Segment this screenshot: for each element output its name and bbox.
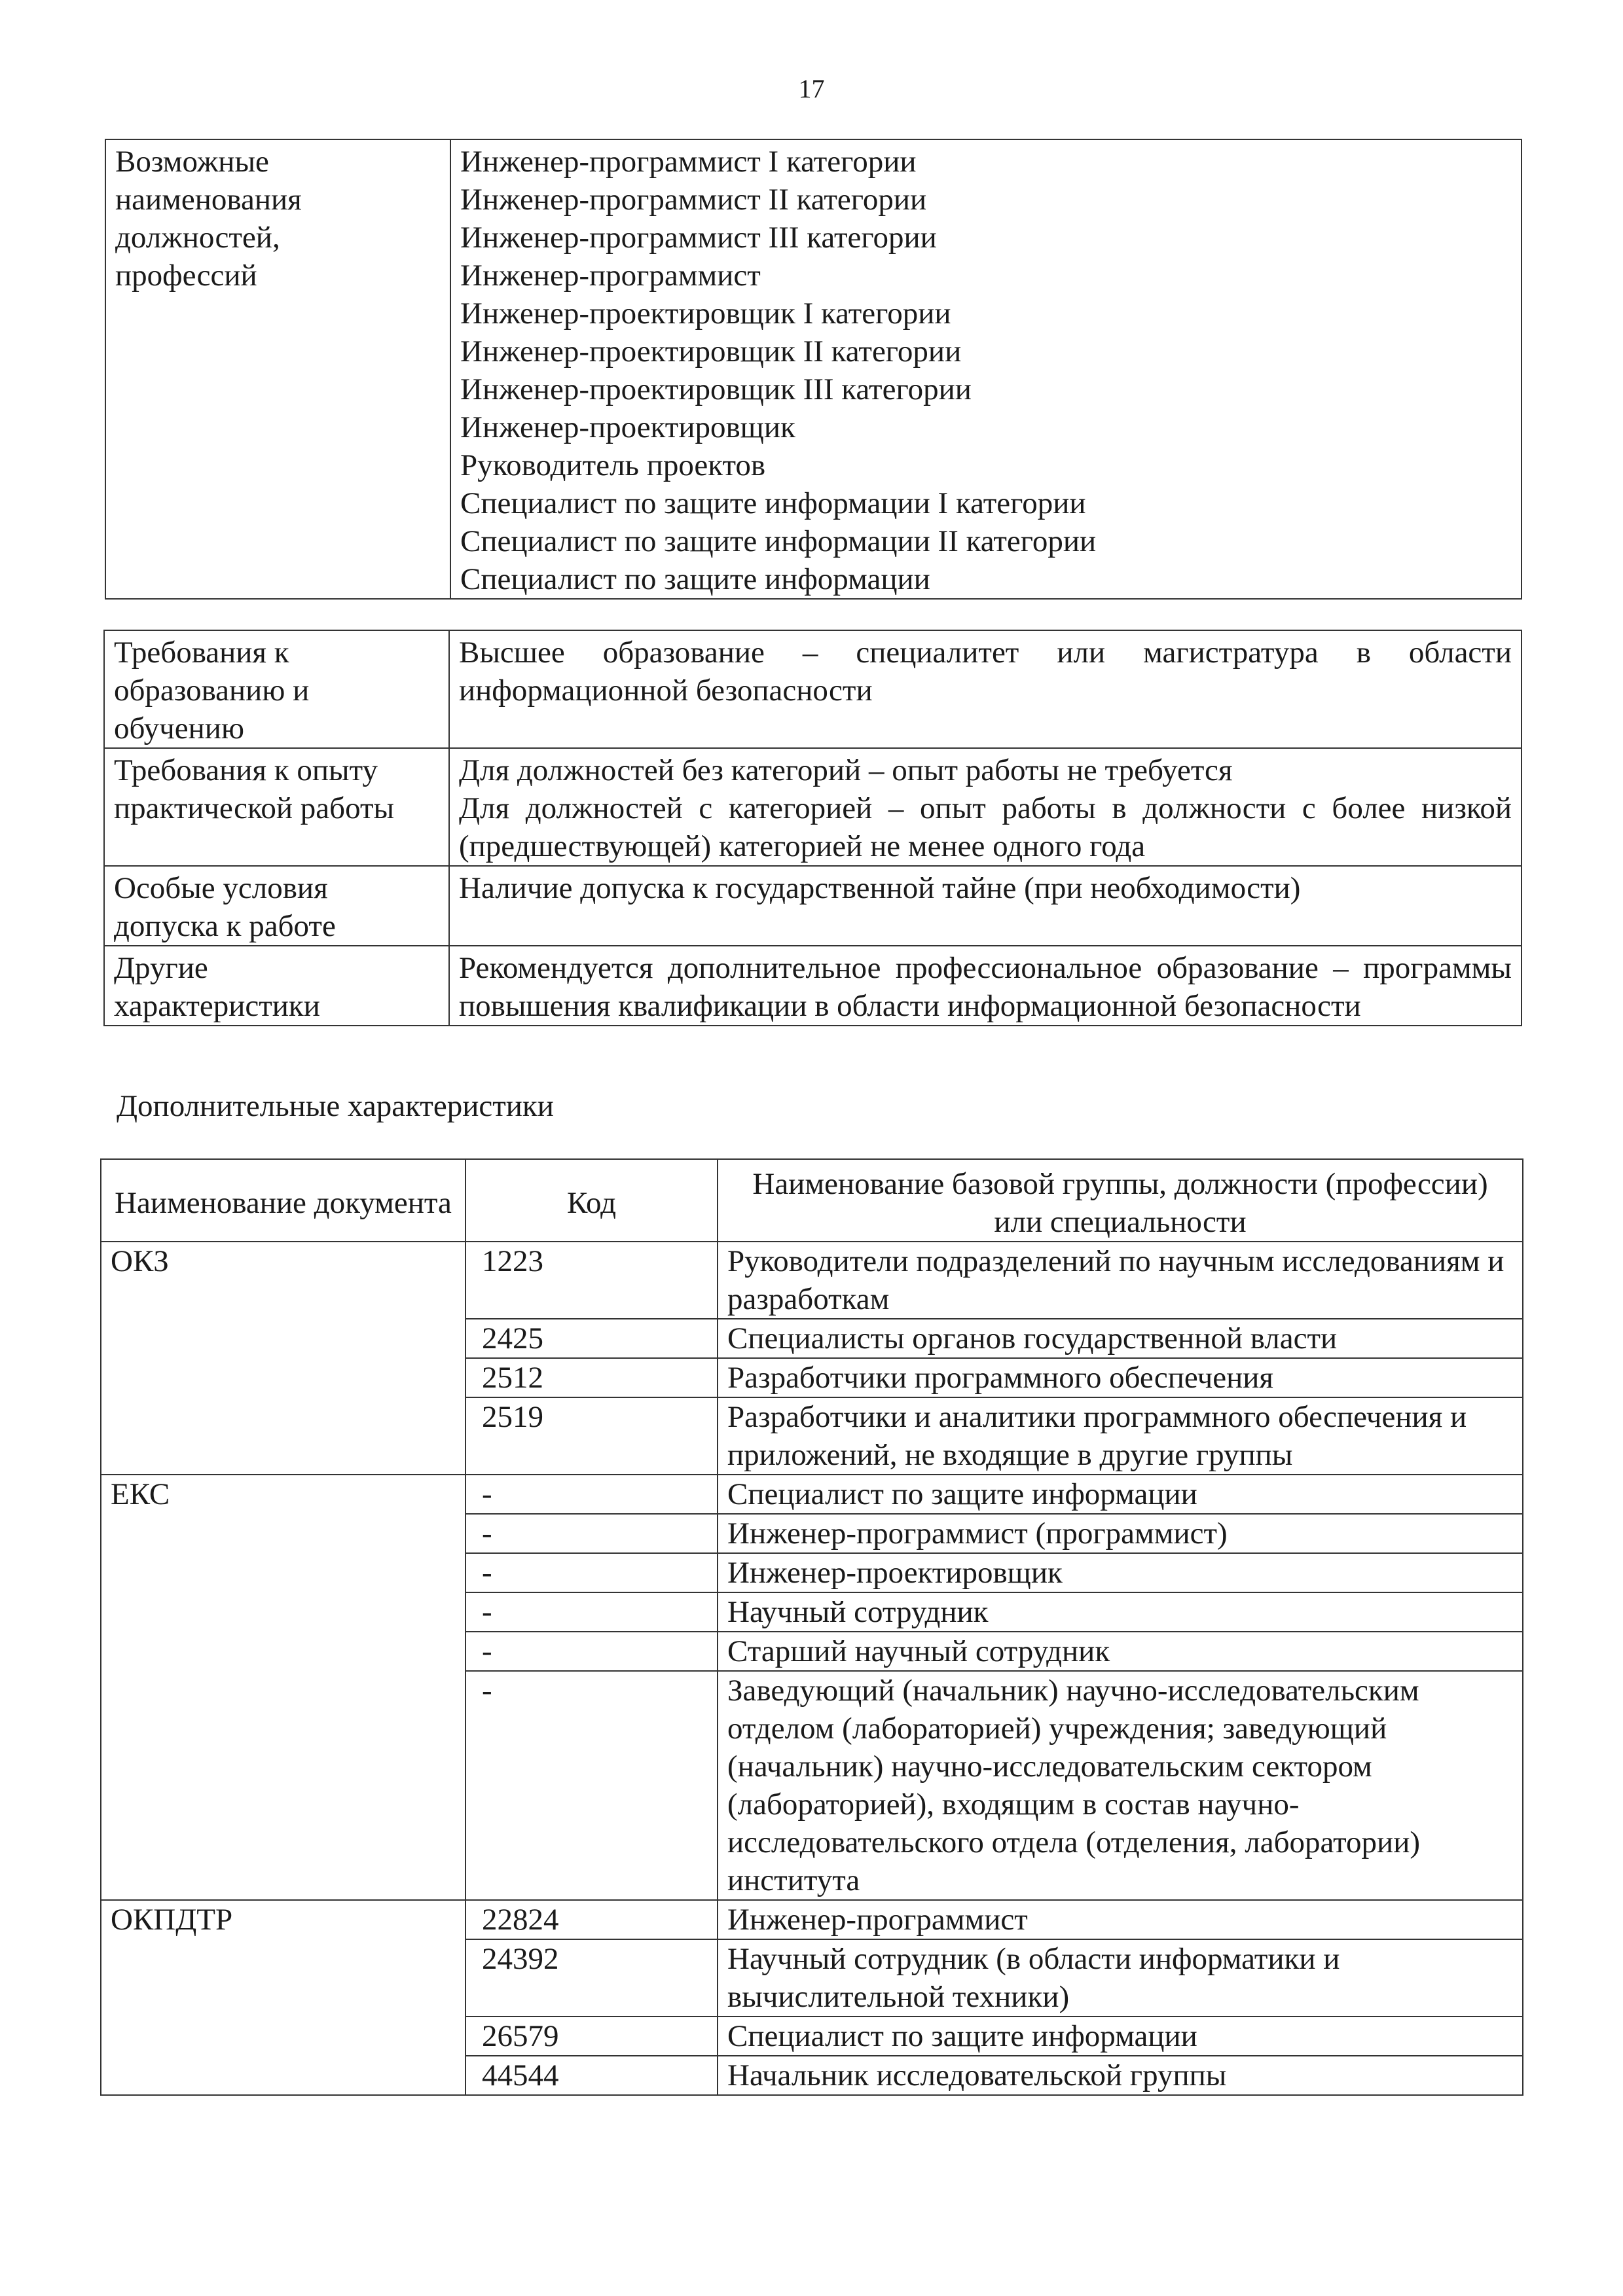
label-line: допуска к работе xyxy=(114,909,336,943)
code-cell: - xyxy=(465,1475,718,1514)
requirement-text: Рекомендуется дополнительное профессиональное образование – программы повышения квалификации в области информационной безопасности xyxy=(459,951,1512,1023)
requirement-label xyxy=(104,866,449,946)
position-item: Инженер-программист III категории xyxy=(460,221,937,255)
name-cell: Разработчики программного обеспечения xyxy=(718,1358,1523,1397)
label-line: должностей, xyxy=(115,221,280,255)
name-cell: Научный сотрудник xyxy=(718,1592,1523,1632)
label-line: Возможные xyxy=(115,145,269,179)
position-item: Инженер-проектировщик II категории xyxy=(460,334,962,368)
requirements-row xyxy=(104,748,1522,866)
code-cell: 2512 xyxy=(465,1358,718,1397)
name-cell: Научный сотрудник (в области информатики и вычислительной техники) xyxy=(718,1939,1523,2017)
positions-table xyxy=(105,139,1522,600)
document-cell xyxy=(101,1592,465,1632)
label-line: Другие xyxy=(114,951,208,985)
requirement-value xyxy=(449,866,1522,946)
name-cell: Специалист по защите информации xyxy=(718,1475,1523,1514)
label-line: Требования к xyxy=(114,636,289,670)
section-heading: Дополнительные характеристики xyxy=(117,1089,554,1123)
name-cell: Разработчики и аналитики программного обеспечения и приложений, не входящие в другие группы xyxy=(718,1397,1523,1475)
requirements-table xyxy=(103,630,1522,1026)
positions-label xyxy=(105,139,450,599)
document-cell xyxy=(101,2056,465,2095)
code-cell: 24392 xyxy=(465,1939,718,2017)
name-cell: Инженер-проектировщик xyxy=(718,1553,1523,1592)
requirement-label xyxy=(104,630,449,748)
code-cell: - xyxy=(465,1553,718,1592)
table-row xyxy=(101,1671,1523,1900)
positions-row xyxy=(105,139,1522,599)
table-row xyxy=(101,2056,1523,2095)
position-item: Инженер-программист xyxy=(460,259,761,293)
position-item: Инженер-проектировщик xyxy=(460,410,795,444)
position-item: Специалист по защите информации xyxy=(460,562,930,596)
table-row xyxy=(101,1592,1523,1632)
position-item: Специалист по защите информации I категории xyxy=(460,486,1086,520)
table-row xyxy=(101,1900,1523,1939)
document-cell: ОКЗ xyxy=(101,1242,465,1319)
header-document: Наименование документа xyxy=(101,1159,465,1242)
name-cell: Начальник исследовательской группы xyxy=(718,2056,1523,2095)
positions-list xyxy=(450,139,1522,599)
label-line: образованию и xyxy=(114,673,310,708)
header-name: Наименование базовой группы, должности (профессии) или специальности xyxy=(718,1159,1523,1242)
code-cell: 2519 xyxy=(465,1397,718,1475)
document-cell xyxy=(101,1397,465,1475)
name-cell: Старший научный сотрудник xyxy=(718,1632,1523,1671)
additional-table xyxy=(100,1158,1523,2096)
requirements-row xyxy=(104,866,1522,946)
document-cell xyxy=(101,1358,465,1397)
requirement-label xyxy=(104,748,449,866)
requirements-row xyxy=(104,630,1522,748)
code-cell: 44544 xyxy=(465,2056,718,2095)
code-cell: - xyxy=(465,1671,718,1900)
label-line: профессий xyxy=(115,259,257,293)
name-cell: Заведующий (начальник) научно-исследовательским отделом (лабораторией) учреждения; заведующий (начальник) научно-исследовательским сектором (лабораторией), входящим в состав научно-исследовательского отдела (отделения, лаборатории) института xyxy=(718,1671,1523,1900)
position-item: Инженер-программист I категории xyxy=(460,145,917,179)
requirements-row xyxy=(104,946,1522,1026)
requirement-value xyxy=(449,946,1522,1026)
requirement-text: Для должностей с категорией – опыт работы в должности с более низкой (предшествующей) категорией не менее одного года xyxy=(459,791,1512,863)
table-row xyxy=(101,1319,1523,1358)
name-cell: Руководители подразделений по научным исследованиям и разработкам xyxy=(718,1242,1523,1319)
position-item: Инженер-программист II категории xyxy=(460,183,927,217)
document-cell xyxy=(101,2017,465,2056)
table-row xyxy=(101,1242,1523,1319)
table-row xyxy=(101,1397,1523,1475)
code-cell: - xyxy=(465,1514,718,1553)
position-item: Руководитель проектов xyxy=(460,448,766,482)
requirement-text: Для должностей без категорий – опыт работы не требуется xyxy=(459,753,1233,787)
document-cell xyxy=(101,1671,465,1900)
code-cell: 1223 xyxy=(465,1242,718,1319)
document-cell xyxy=(101,1514,465,1553)
document-cell xyxy=(101,1939,465,2017)
code-cell: 26579 xyxy=(465,2017,718,2056)
label-line: характеристики xyxy=(114,989,320,1023)
table-header-row xyxy=(101,1159,1523,1242)
table-row xyxy=(101,1475,1523,1514)
table-row xyxy=(101,1632,1523,1671)
code-cell: 2425 xyxy=(465,1319,718,1358)
code-cell: - xyxy=(465,1632,718,1671)
table-row xyxy=(101,1939,1523,2017)
code-cell: - xyxy=(465,1592,718,1632)
requirement-text: Высшее образование – специалитет или магистратура в области информационной безопасности xyxy=(459,636,1512,708)
requirement-label xyxy=(104,946,449,1026)
document-cell: ОКПДТР xyxy=(101,1900,465,1939)
name-cell: Инженер-программист (программист) xyxy=(718,1514,1523,1553)
label-line: практической работы xyxy=(114,791,395,825)
document-cell: ЕКС xyxy=(101,1475,465,1514)
page-number: 17 xyxy=(798,74,825,103)
table-row xyxy=(101,1358,1523,1397)
requirement-value xyxy=(449,630,1522,748)
position-item: Инженер-проектировщик III категории xyxy=(460,372,972,406)
name-cell: Инженер-программист xyxy=(718,1900,1523,1939)
label-line: Особые условия xyxy=(114,871,328,905)
label-line: Требования к опыту xyxy=(114,753,378,787)
label-line: обучению xyxy=(114,711,245,745)
position-item: Специалист по защите информации II категории xyxy=(460,524,1097,558)
document-cell xyxy=(101,1553,465,1592)
requirement-text: Наличие допуска к государственной тайне (при необходимости) xyxy=(459,871,1301,905)
label-line: наименования xyxy=(115,183,302,217)
requirement-value xyxy=(449,748,1522,866)
document-cell xyxy=(101,1632,465,1671)
position-item: Инженер-проектировщик I категории xyxy=(460,296,951,331)
table-row xyxy=(101,1553,1523,1592)
table-row xyxy=(101,2017,1523,2056)
document-cell xyxy=(101,1319,465,1358)
code-cell: 22824 xyxy=(465,1900,718,1939)
header-code: Код xyxy=(465,1159,718,1242)
name-cell: Специалист по защите информации xyxy=(718,2017,1523,2056)
table-row xyxy=(101,1514,1523,1553)
name-cell: Специалисты органов государственной власти xyxy=(718,1319,1523,1358)
